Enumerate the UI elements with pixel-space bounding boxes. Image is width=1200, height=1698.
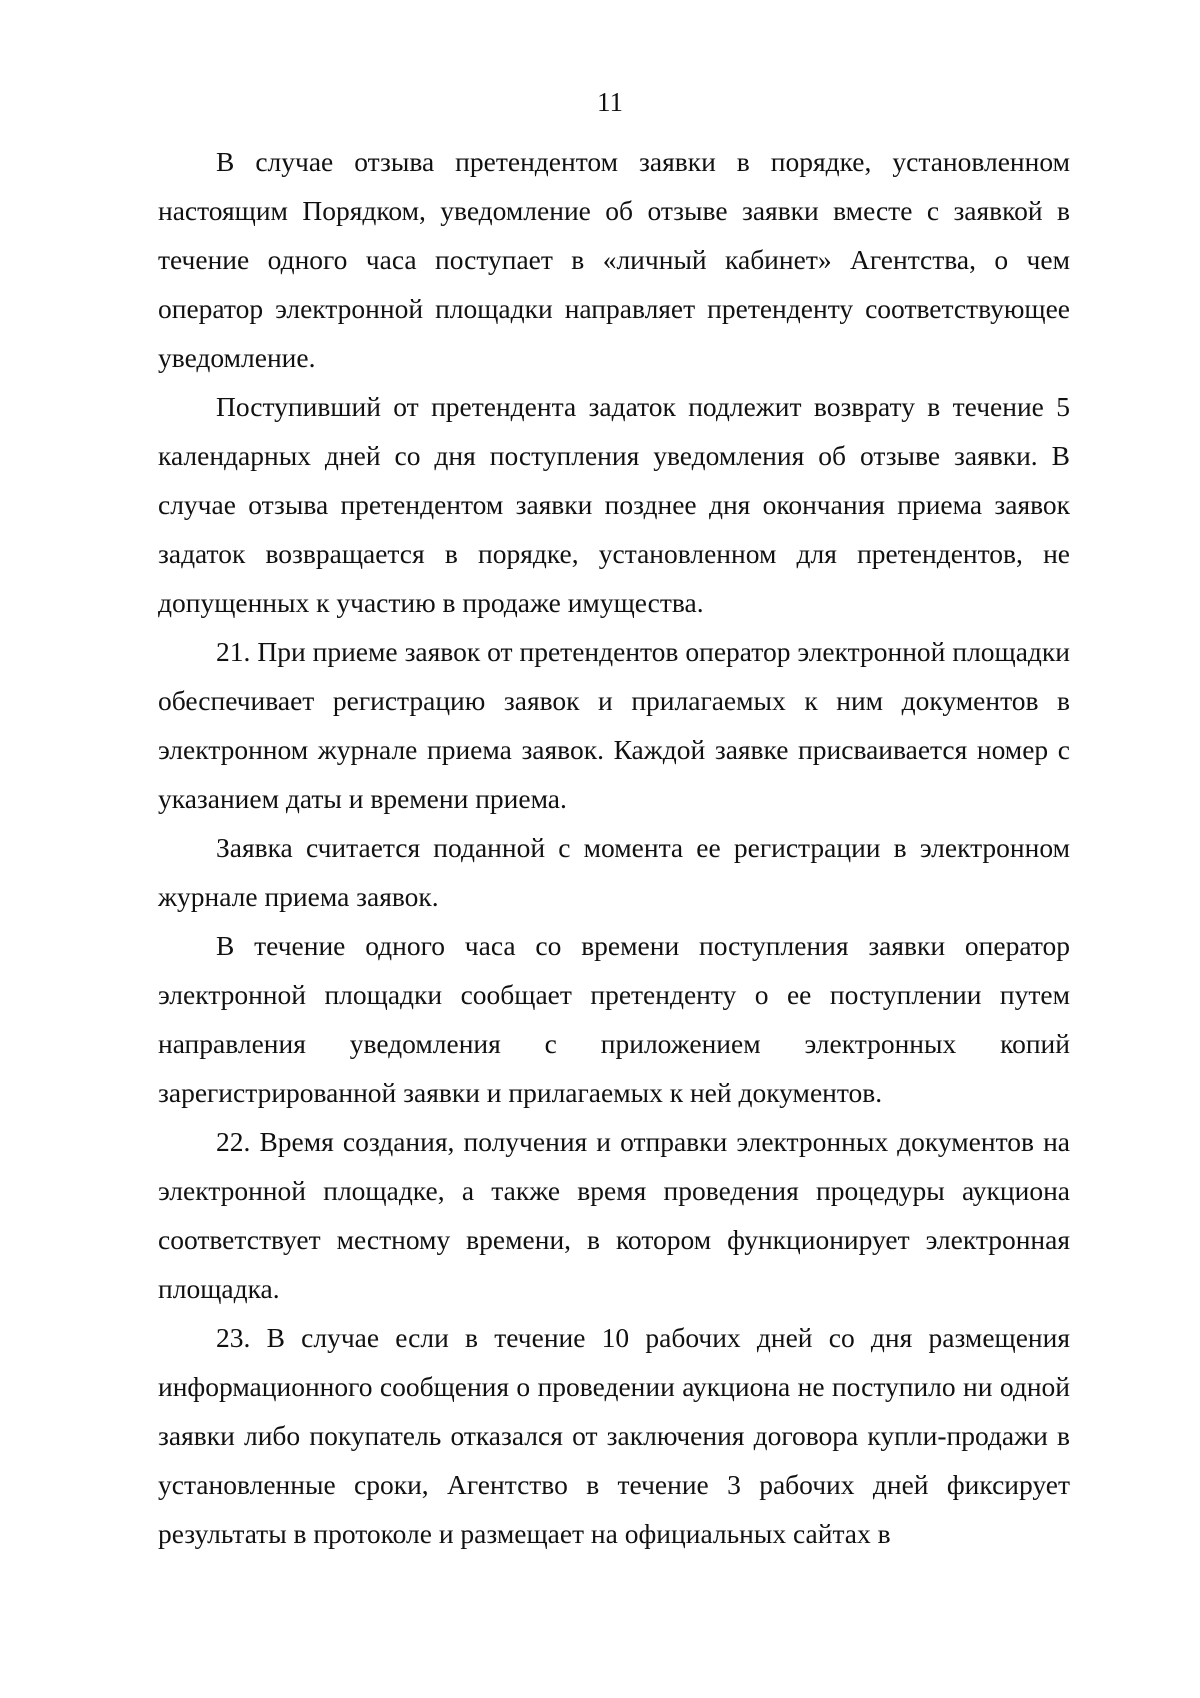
paragraph-receipt-notification: В течение одного часа со времени поступления заявки оператор электронной площадки сообщает претенденту о ее поступлении путем направления уведомления с приложением электронных копий зарегистрированной заявки и прилагаемых к ней документов. <box>158 930 1070 1108</box>
paragraph-23-no-applications: 23. В случае если в течение 10 рабочих дней со дня размещения информационного сообщения о проведении аукциона не поступило ни одной заявки либо покупатель отказался от заключения договора купли-продажи в установленные сроки, Агентство в течение 3 рабочих дней фиксирует результаты в протоколе и размещает на официальных сайтах в <box>158 1322 1070 1549</box>
document-body <box>158 137 1070 1558</box>
page-number: 11 <box>597 87 623 117</box>
paragraph-withdrawal-notice: В случае отзыва претендентом заявки в порядке, установленном настоящим Порядком, уведомление об отзыве заявки вместе с заявкой в течение одного часа поступает в «личный кабинет» Агентства, о чем оператор электронной площадки направляет претенденту соответствующее уведомление. <box>158 146 1070 373</box>
paragraph-deposit-return: Поступивший от претендента задаток подлежит возврату в течение 5 календарных дней со дня поступления уведомления об отзыве заявки. В случае отзыва претендентом заявки позднее дня окончания приема заявок задаток возвращается в порядке, установленном для претендентов, не допущенных к участию в продаже имущества. <box>158 391 1070 618</box>
paragraph-application-submitted: Заявка считается поданной с момента ее регистрации в электронном журнале приема заявок. <box>158 832 1070 912</box>
paragraph-21-registration: 21. При приеме заявок от претендентов оператор электронной площадки обеспечивает регистрацию заявок и прилагаемых к ним документов в электронном журнале приема заявок. Каждой заявке присваивается номер с указанием даты и времени приема. <box>158 636 1070 814</box>
paragraph-22-local-time: 22. Время создания, получения и отправки электронных документов на электронной площадке, а также время проведения процедуры аукциона соответствует местному времени, в котором функционирует электронная площадка. <box>158 1126 1070 1304</box>
